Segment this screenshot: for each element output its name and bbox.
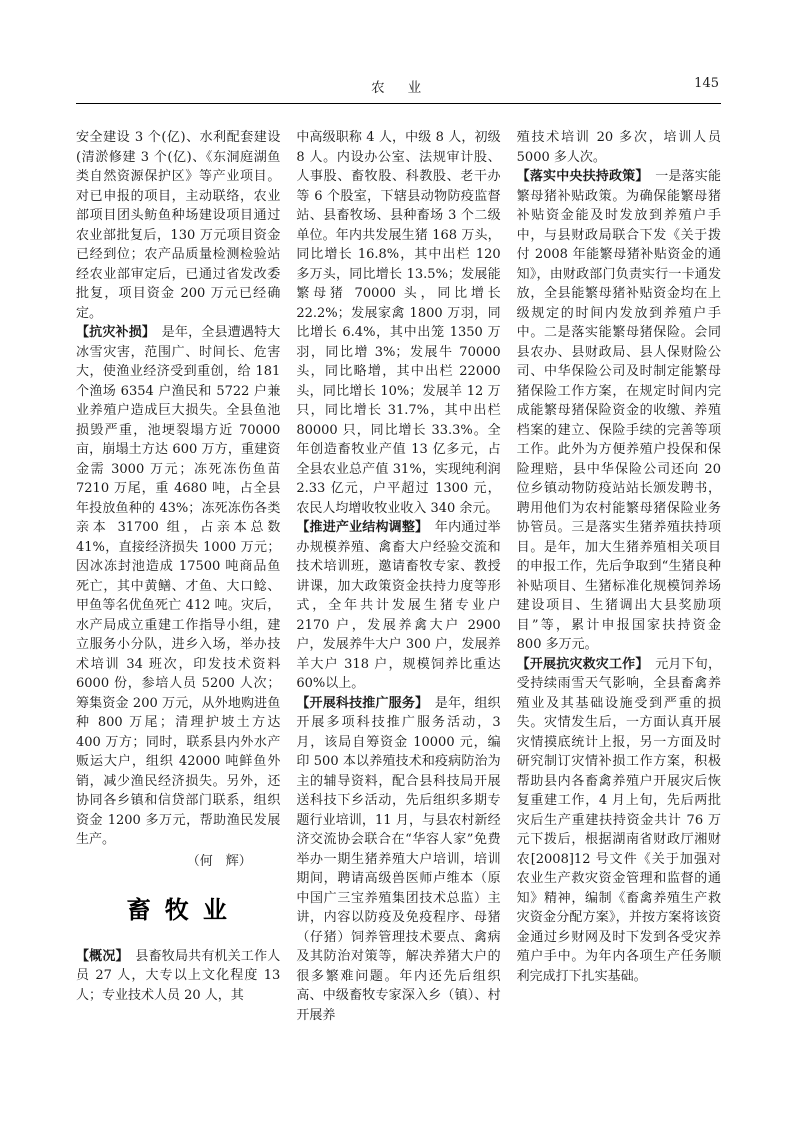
body-paragraph: 殖技术培训 20 多次，培训人员 5000 多人次。 xyxy=(516,130,721,165)
entry-paragraph: 【落实中央扶持政策】 一是落实能繁母猪补贴政策。为确保能繁母猪补贴资金能及时发放到养殖户手中，与县财政局联合下发《关于拨付 2008 年能繁母猪补贴资金的通知》，由财政部门负责实行一卡通发放，全县能繁母猪补贴资金均在上级规定的时间内发放到养殖户手中。二是落实能繁母猪保险。会同县农办、县财政局、县人保财险公司、中华保险公司及时制定能繁母猪保险工作方案，在规定时间内完成能繁母猪保险资金的收缴、养殖档案的建立、保险手续的完善等项工作。此外为方便养殖户投保和保险理赔，县中华保险公司还向 20 位乡镇动物防疫站站长颁发聘书，聘用他们为农村能繁母猪保险业务协管员。三是落实生猪养殖扶持项目。是年，加大生猪养殖相关项目的申报工作，先后争取到“生猪良种补贴项目、生猪标准化规模饲养场建设项目、生猪调出大县奖励项目”等，累计申报国家扶持资金 800 多万元。 xyxy=(516,169,721,652)
body-paragraph: 中高级职称 4 人，中级 8 人，初级 8 人。内设办公室、法规审计股、人事股、畜牧股、科教股、老干办等 6 个股室，下辖县动物防疫监督站、县畜牧场、县种畜场 3 个二级单位。年内共发展生猪 168 万头，同比增长 16.8%，其中出栏 120 多万头，同比增长 13.5%；发展能繁母猪 70000 头，同比增长 22.2%；发展家禽 1800 万羽，同比增长 6.4%，其中出笼 1350 万羽，同比增 3%；发展牛 70000 头，同比略增，其中出栏 22000 头，同比增长 10%；发展羊 12 万只，同比增长 31.7%，其中出栏 80000 只，同比增长 33.3%。全年创造畜牧业产值 13 亿多元，占全县农业总产值 31%，实现纯利润 2.33 亿元，户平超过 1300 元，农民人均增收牧业收入 340 余元。 xyxy=(296,130,501,516)
entry-paragraph: 【抗灾补损】 是年，全县遭遇特大冰雪灾害，范围广、时间长、危害大，使渔业经济受到重创，给 181 个渔场 6354 户渔民和 5722 户兼业养殖户造成巨大损失。全县鱼池损毁严重，池埂裂塌方近 70000 亩，崩塌土方达 600 万方，重建资金需 3000 万元；冻死冻伤鱼苗 7210 万尾，重 4680 吨，占全县年投放鱼种的 43%；冻死冻伤各类亲本 31700 组，占亲本总数 41%，直接经济损失 1000 万元；因冰冻封池造成 17500 吨商品鱼死亡，其中黄鳝、才鱼、大口鲶、甲鱼等名优鱼死亡 412 吨。灾后，水产局成立重建工作指导小组，建立服务小分队，进乡入场，举办技术培训 34 班次，印发技术资料 6000 份，参培人员 5200 人次；筹集资金 200 万元，从外地购进鱼种 800 万尾；清理护坡土方达 400 万方；同时，联系县内外水产贩运大户，组织 42000 吨鲜鱼外销，减少渔民经济损失。另外，还协同各乡镇和信贷部门联系，组织资金 1200 多万元，帮助渔民发展生产。 xyxy=(76,325,281,847)
entry-label: 【开展科技推广服务】 xyxy=(296,695,422,711)
column-left xyxy=(76,128,280,1025)
section-heading: 畜 牧 业 xyxy=(126,896,230,924)
entry-label: 【概况】 xyxy=(76,948,123,964)
author-signature: （何 辉） xyxy=(186,853,252,869)
running-head: 农 业 xyxy=(371,80,426,96)
entry-label: 【抗灾补损】 xyxy=(76,325,149,340)
column-middle xyxy=(296,128,500,1025)
entry-label: 【开展抗灾救灾工作】 xyxy=(516,656,643,672)
entry-paragraph: 【概况】 县畜牧局共有机关工作人员 27 人，大专以上文化程度 13 人；专业技术人员 20 人，其 xyxy=(76,948,281,1003)
text-columns xyxy=(76,128,721,1025)
body-paragraph: 安全建设 3 个(亿)、水利配套建设(清淤修建 3 个(亿)、《东洞庭湖鱼类自然资源保护区》等产业项目。对已申报的项目，主动联络，农业部项目团头鲂鱼种场建设项目通过农业部批复后，130 万元项目资金已经到位；农产品质量检测检验站经农业部审定后，已通过省发改委批复，项目资金 200 万元已经确定。 xyxy=(76,130,281,321)
entry-label: 【落实中央扶持政策】 xyxy=(516,169,643,184)
header-rule xyxy=(76,103,721,104)
page-header xyxy=(76,76,721,96)
entry-label: 【推进产业结构调整】 xyxy=(296,520,422,535)
page-number: 145 xyxy=(694,76,719,91)
entry-paragraph: 【推进产业结构调整】 年内通过举办规模养殖、禽畜大户经验交流和技术培训班，邀请畜牧专家、教授讲课，加大政策资金扶持力度等形式，全年共计发展生猪专业户 2170 户，发展养禽大户 2900 户，发展养牛大户 300 户，发展养羊大户 318 户，规模饲养比重达 60%以上。 xyxy=(296,520,501,691)
entry-paragraph: 【开展科技推广服务】 是年，组织开展多项科技推广服务活动，3 月，该局自筹资金 10000 元，编印 500 本以养殖技术和疫病防治为主的辅导资料，配合县科技局开展送科技下乡活动，先后组织多期专题行业培训，11 月，与县农村新经济交流协会联合在“华容人家”免费举办一期生猪养殖大户培训，培训期间，聘请高级兽医师卢维本（原中国广三宝养殖集团技术总监）主讲，内容以防疫及免疫程序、母猪（仔猪）饲养管理技术要点、禽病及其防治对策等，解决养猪大户的很多繁难问题。年内还先后组织高、中级畜牧专家深入乡（镇）、村开展养 xyxy=(296,695,501,1023)
entry-paragraph: 【开展抗灾救灾工作】 元月下旬，受持续雨雪天气影响，全县畜禽养殖业及其基础设施受到严重的损失。灾情发生后，一方面认真开展灾情摸底统计上报，另一方面及时研究制订灾情补损工作方案，积极帮助县内各畜禽养殖户开展灾后恢复重建工作，4 月上旬，先后两批灾后生产重建扶持资金共计 76 万元下拨后，根据湖南省财政厅湘财农[2008]12 号文件《关于加强对农业生产救灾资金管理和监督的通知》精神，编制《畜禽养殖生产救灾资金分配方案》，并按方案将该资金通过乡财网及时下发到各受灾养殖户手中。为年内各项生产任务顺利完成打下扎实基础。 xyxy=(516,656,721,984)
column-right xyxy=(517,128,721,1025)
